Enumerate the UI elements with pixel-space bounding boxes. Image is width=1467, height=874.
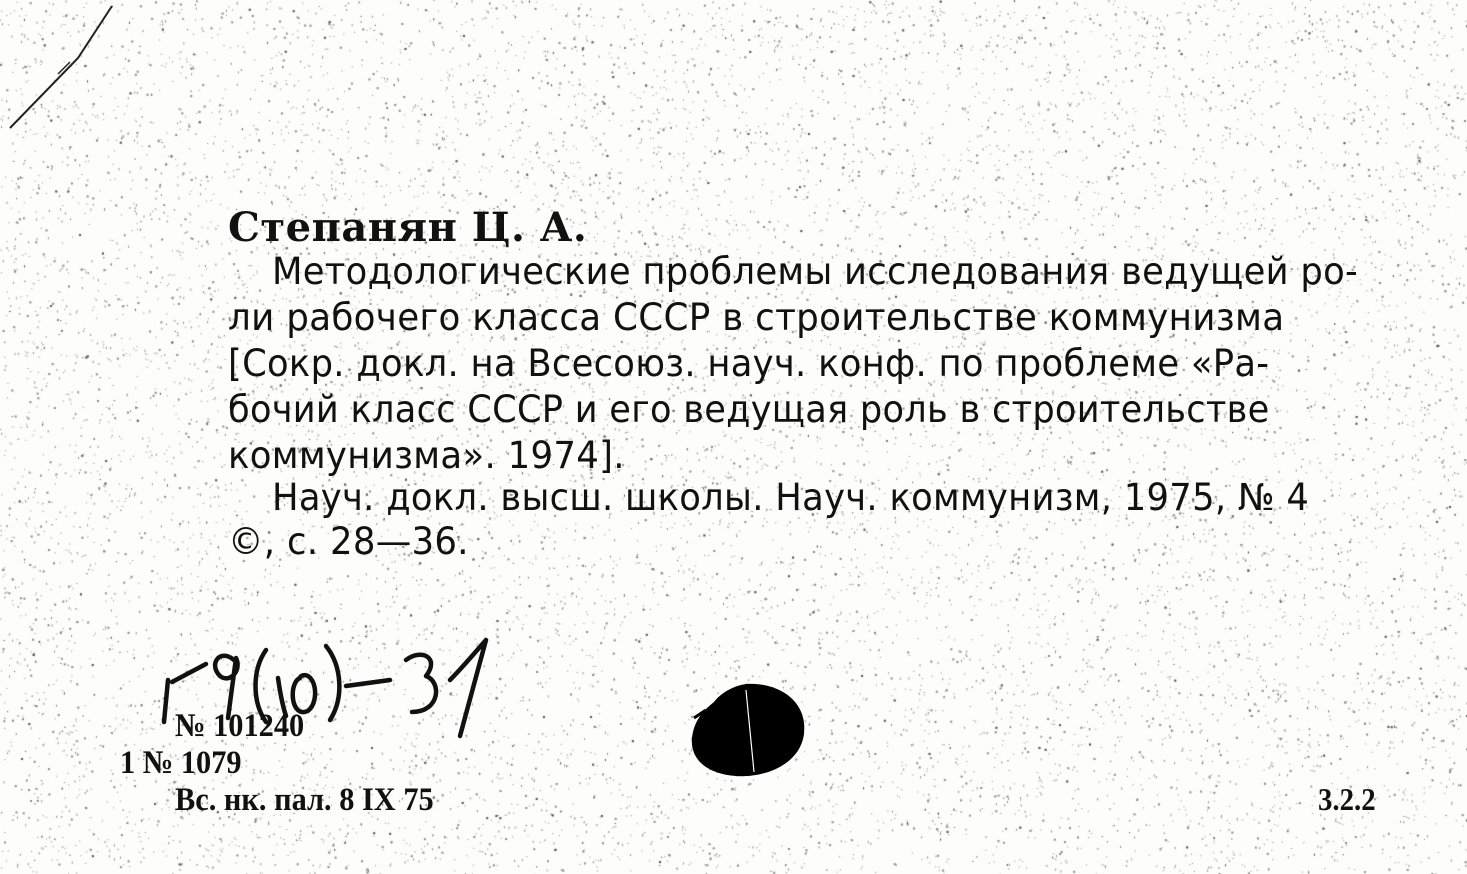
accession-number: № 101240 [175, 708, 305, 744]
classification-code: 3.2.2 [1318, 781, 1376, 817]
body-line-7: ©, с. 28—36. [228, 520, 469, 563]
corner-pen-stroke [0, 0, 130, 140]
body-line-4: бочий класс СССР и его ведущая роль в строительстве [228, 388, 1270, 431]
body-line-3: [Сокр. докл. на Всесоюз. науч. конф. по проблеме «Ра- [228, 342, 1270, 385]
body-line-2: ли рабочего класса СССР в строительстве коммунизма [228, 296, 1285, 339]
body-line-1: Методологические проблемы исследования ведущей ро- [272, 250, 1359, 293]
punch-hole-blot [684, 680, 814, 780]
body-line-5: коммунизма». 1974]. [228, 434, 625, 477]
author-name: Степанян Ц. А. [228, 204, 588, 251]
body-line-6: Науч. докл. высш. школы. Науч. коммунизм, 1975, № 4 [272, 476, 1310, 519]
item-number: 1 № 1079 [120, 745, 242, 781]
registration-stamp: Вс. нк. пал. 8 IX 75 [175, 782, 434, 818]
